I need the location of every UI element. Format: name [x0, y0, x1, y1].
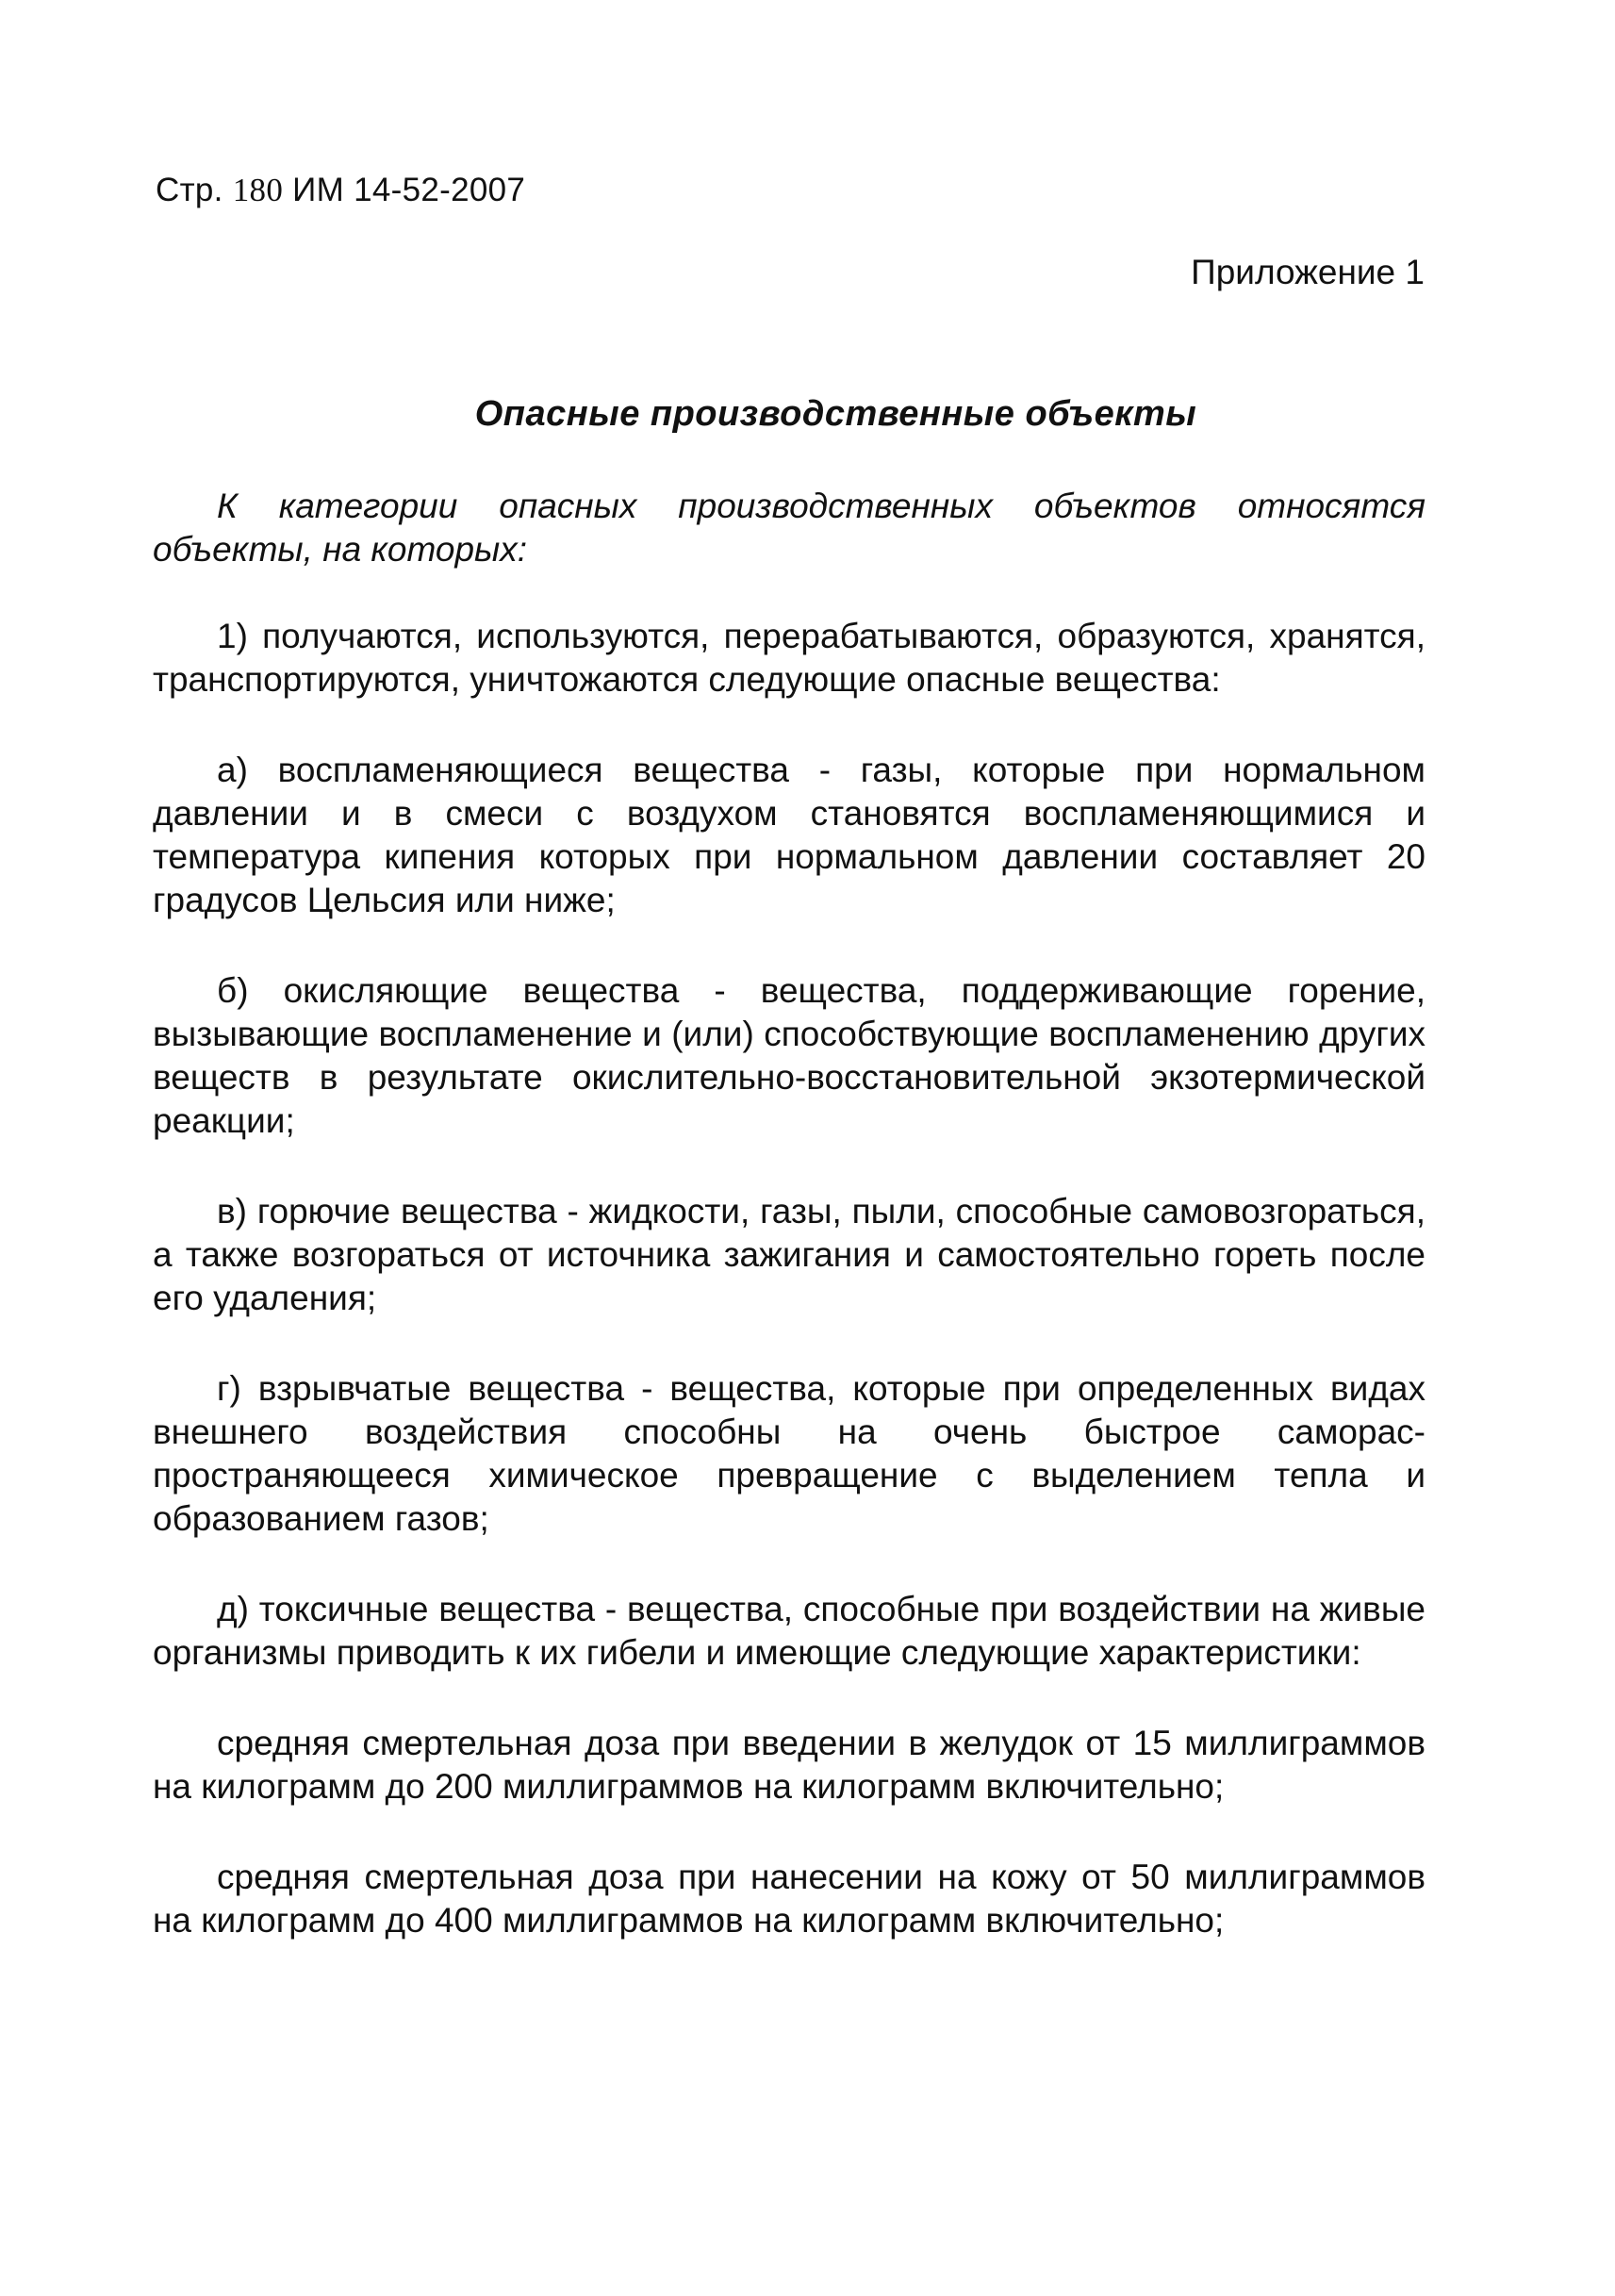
paragraph-item-a: а) воспламеняющиеся вещества - газы, которые при нормальном давлении и в смеси с воздухом становятся воспламеняющимися и температура кипения которых при нормальном давлении составляет 20 градусов Цельсия или ниже; — [153, 751, 1425, 919]
paragraph-item-v: в) горючие вещества - жидкости, газы, пыли, способные самовозгораться, а также возгораться от источника зажигания и самостоятельно гореть после его удаления; — [153, 1192, 1425, 1317]
intro-paragraph: К категории опасных производственных объектов относятся объекты, на которых: — [153, 487, 1425, 569]
page-prefix: Стр. — [156, 172, 223, 208]
paragraph-dose-oral: средняя смертельная доза при введении в желудок от 15 миллиграммов на килограмм до 200 миллиграммов на килограмм включительно; — [153, 1724, 1425, 1806]
paragraph-item-1: 1) получаются, используются, перерабатываются, образуются, хранятся, транспортируются, уничтожаются следующие опасные вещества: — [153, 617, 1425, 699]
section-title: Опасные производственные объекты — [474, 394, 1197, 434]
appendix-label: Приложение 1 — [1191, 253, 1425, 291]
paragraph-item-g: г) взрывчатые вещества - вещества, которые при определенных видах внешнего воздействия способны на очень быстрое самораспространяющееся химическое превращение с выделением тепла и образованием газов; — [153, 1369, 1425, 1538]
paragraph-item-d: д) токсичные вещества - вещества, способные при воздействии на живые организмы приводить к их гибели и имеющие следующие характеристики: — [153, 1590, 1425, 1672]
paragraph-item-b: б) окисляющие вещества - вещества, поддерживающие горение, вызывающие воспламенение и (или) способствующие воспламенению других веществ в результате окислительно-восстановительной экзотермической реакции; — [153, 971, 1425, 1140]
paragraph-dose-skin: средняя смертельная доза при нанесении на кожу от 50 миллиграммов на килограмм до 400 миллиграммов на килограмм включительно; — [153, 1858, 1425, 1940]
document-code: ИМ 14-52-2007 — [292, 172, 526, 208]
page-number: 180 — [232, 172, 284, 208]
document-body — [153, 485, 1425, 1990]
page-header — [156, 172, 525, 209]
